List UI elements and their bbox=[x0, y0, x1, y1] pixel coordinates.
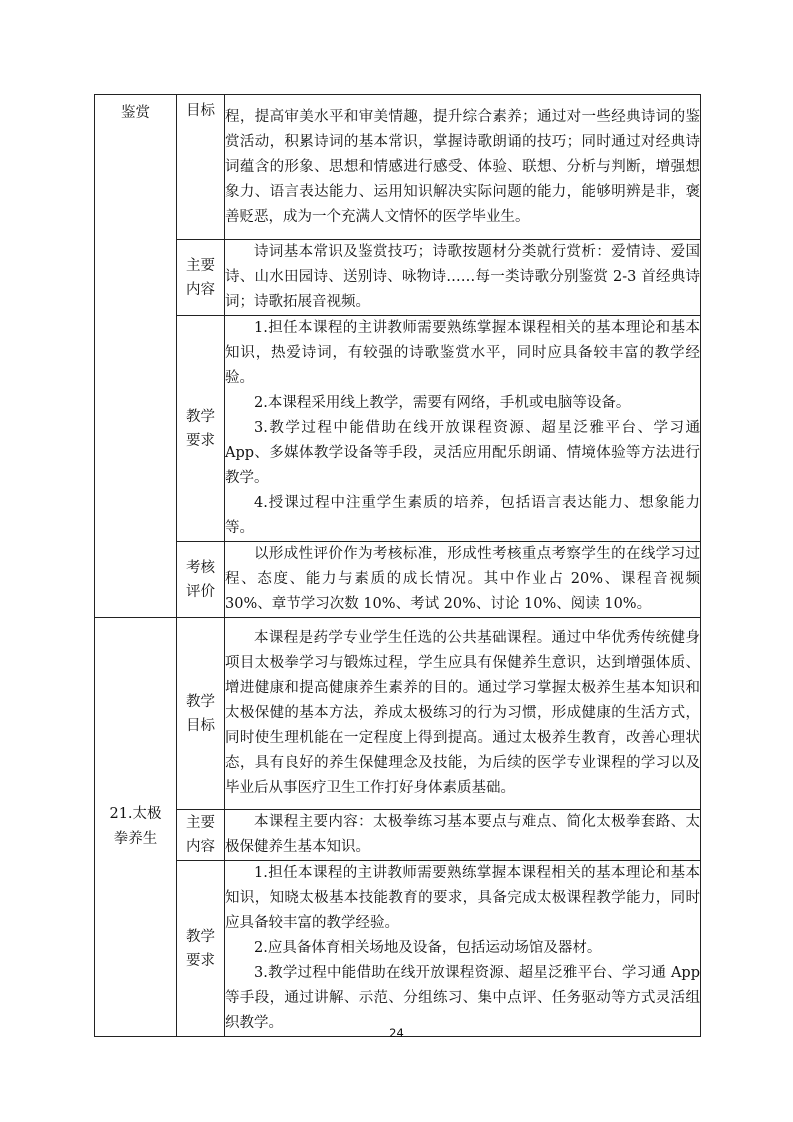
page-number: 24 bbox=[389, 1026, 404, 1040]
row-label-cell bbox=[177, 618, 225, 810]
row-content-cell bbox=[225, 240, 701, 316]
row-content-cell bbox=[225, 542, 701, 618]
row-label-cell bbox=[177, 861, 225, 1037]
paragraph: 程，提高审美水平和审美情趣，提升综合素养；通过对一些经典诗词的鉴赏活动，积累诗词的基本常识，掌握诗歌朗诵的技巧；同时通过对经典诗词蕴含的形象、思想和情感进行感受、体验、联想、分析与判断，增强想象力、语言表达能力、运用知识解决实际问题的能力，能够明辨是非，褒善贬恶，成为一个充满人文情怀的医学毕业生。 bbox=[225, 108, 700, 225]
row-label: 要求 bbox=[186, 952, 215, 969]
paragraph: 以形成性评价作为考核标准，形成性考核重点考察学生的在线学习过程、态度、能力与素质的成长情况。其中作业占 20%、课程音视频 30%、章节学习次数 10%、考试 20%、讨论 10%、阅读 10%。 bbox=[225, 546, 700, 612]
row-label: 要求 bbox=[186, 432, 215, 449]
row-label: 主要 bbox=[186, 257, 215, 274]
row-label: 内容 bbox=[186, 839, 215, 855]
row-label: 评价 bbox=[186, 583, 215, 600]
paragraph: 本课程主要内容：太极拳练习基本要点与难点、简化太极拳套路、太极保健养生基本知识。 bbox=[225, 814, 700, 855]
row-content-cell bbox=[225, 316, 701, 542]
paragraph: 本课程是药学专业学生任选的公共基础课程。通过中华优秀传统健身项目太极拳学习与锻炼过程，学生应具有保健养生意识，达到增强体质、增进健康和提高健康养生素养的目的。通过学习掌握太极养生基本知识和太极保健的基本方法，养成太极练习的行为习惯，形成健康的生活方式，同时使生理机能在一定程度上得到提高。通过太极养生教育，改善心理状态，具有良好的养生保健理念及技能，为后续的医学专业课程的学习以及毕业后从事医疗卫生工作打好身体素质基础。 bbox=[225, 630, 700, 796]
paragraph: 2.应具备体育相关场地及设备，包括运动场馆及器材。 bbox=[254, 940, 602, 956]
row-label-cell bbox=[177, 542, 225, 618]
curriculum-table bbox=[94, 94, 701, 1037]
row-label: 教学 bbox=[186, 408, 215, 425]
row-label: 目标 bbox=[186, 103, 215, 119]
row-content-cell bbox=[225, 95, 701, 240]
row-label: 内容 bbox=[186, 281, 215, 298]
table-row bbox=[95, 861, 701, 1037]
row-label-cell bbox=[177, 810, 225, 861]
paragraph: 1.担任本课程的主讲教师需要熟练掌握本课程相关的基本理论和基本知识，知晓太极基本技能教育的要求，具备完成太极课程教学能力，同时应具备较丰富的教学经验。 bbox=[225, 865, 700, 931]
course-name: 鉴赏 bbox=[121, 105, 150, 121]
paragraph: 4.授课过程中注重学生素质的培养，包括语言表达能力、想象能力等。 bbox=[225, 495, 700, 536]
paragraph: 3.教学过程中能借助在线开放课程资源、超星泛雅平台、学习通 App、多媒体教学设备等手段，灵活应用配乐朗诵、情境体验等方法进行教学。 bbox=[225, 420, 700, 486]
course-name: 21.太极 bbox=[109, 806, 162, 822]
row-content-cell bbox=[225, 810, 701, 861]
paragraph: 3.教学过程中能借助在线开放课程资源、超星泛雅平台、学习通 App 等手段，通过讲解、示范、分组练习、集中点评、任务驱动等方式灵活组织教学。 bbox=[225, 965, 700, 1031]
course-name-cell bbox=[95, 618, 177, 1037]
row-label: 教学 bbox=[186, 928, 215, 945]
table-row bbox=[95, 542, 701, 618]
course-name-cell bbox=[95, 95, 177, 618]
row-label-cell bbox=[177, 95, 225, 240]
table-row bbox=[95, 95, 701, 240]
row-label-cell bbox=[177, 316, 225, 542]
row-label: 目标 bbox=[186, 717, 215, 734]
row-label: 教学 bbox=[186, 693, 215, 710]
row-content-cell bbox=[225, 861, 701, 1037]
paragraph: 诗词基本常识及鉴赏技巧；诗歌按题材分类就行赏析：爱情诗、爱国诗、山水田园诗、送别诗、咏物诗……每一类诗歌分别鉴赏 2-3 首经典诗词；诗歌拓展音视频。 bbox=[225, 244, 700, 310]
table-row bbox=[95, 316, 701, 542]
paragraph: 2.本课程采用线上教学，需要有网络，手机或电脑等设备。 bbox=[254, 395, 631, 411]
table-row bbox=[95, 810, 701, 861]
row-content-cell bbox=[225, 618, 701, 810]
row-label: 主要 bbox=[186, 815, 215, 831]
row-label-cell bbox=[177, 240, 225, 316]
course-name: 拳养生 bbox=[113, 831, 158, 847]
paragraph: 1.担任本课程的主讲教师需要熟练掌握本课程相关的基本理论和基本知识，热爱诗词，有较强的诗歌鉴赏水平，同时应具备较丰富的教学经验。 bbox=[225, 320, 700, 386]
row-label: 考核 bbox=[186, 559, 215, 576]
table-row bbox=[95, 618, 701, 810]
table-row bbox=[95, 240, 701, 316]
